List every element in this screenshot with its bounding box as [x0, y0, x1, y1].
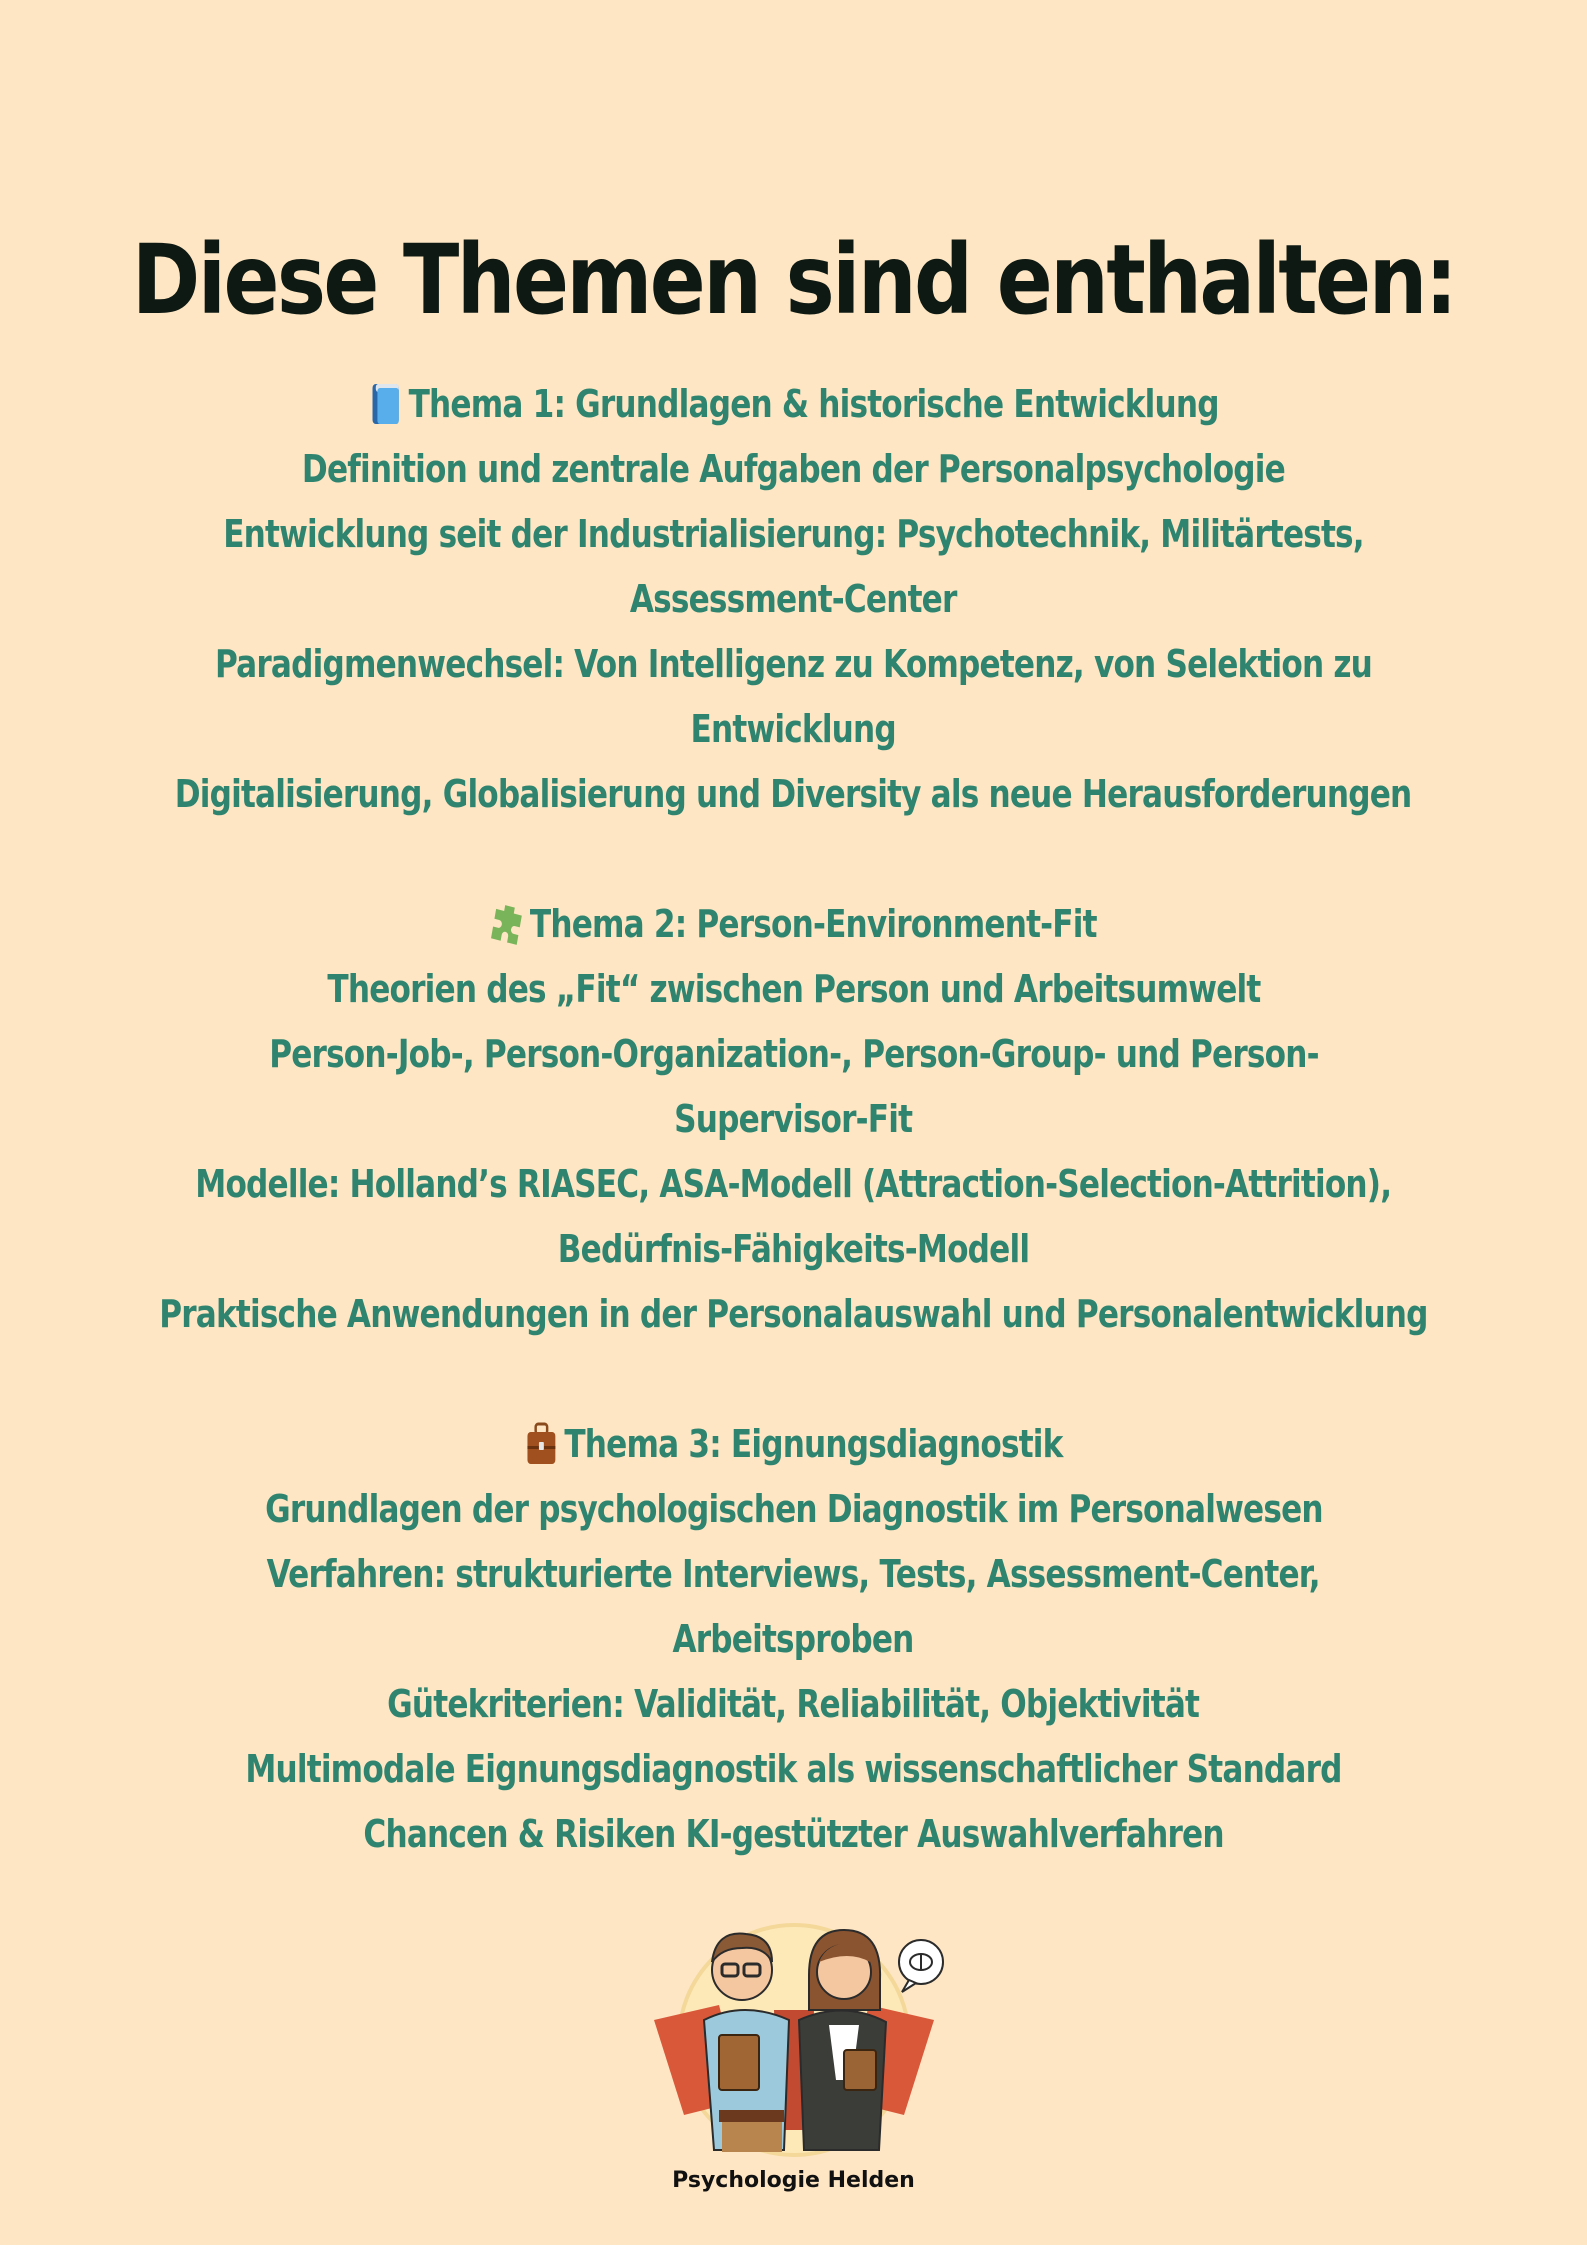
- section-thema-1: [0, 372, 1587, 827]
- section-line: Definition und zentrale Aufgaben der Personalpsychologie: [301, 447, 1286, 491]
- section-line: Gütekriterien: Validität, Reliabilität, Objektivität: [387, 1682, 1200, 1726]
- logo-caption: Psychologie Helden: [672, 2168, 915, 2193]
- superhero-psychologists-illustration: [624, 1900, 964, 2160]
- section-line: Multimodale Eignungsdiagnostik als wissenschaftlicher Standard: [245, 1747, 1342, 1791]
- puzzle-piece-icon: [490, 901, 523, 945]
- section-heading-text: Thema 3: Eignungsdiagnostik: [564, 1422, 1063, 1466]
- section-thema-2: [0, 892, 1587, 1347]
- section-heading: [0, 892, 1587, 957]
- section-line: Entwicklung: [690, 707, 897, 751]
- section-line: Assessment-Center: [630, 577, 957, 621]
- section-heading: [0, 372, 1587, 437]
- section-line: Digitalisierung, Globalisierung und Diversity als neue Herausforderungen: [175, 772, 1412, 816]
- section-line: Paradigmenwechsel: Von Intelligenz zu Kompetenz, von Selektion zu: [214, 642, 1373, 686]
- section-line: Theorien des „Fit“ zwischen Person und Arbeitsumwelt: [326, 967, 1261, 1011]
- section-line: Modelle: Holland’s RIASEC, ASA-Modell (Attraction-Selection-Attrition),: [195, 1162, 1392, 1206]
- section-line: Entwicklung seit der Industrialisierung: Psychotechnik, Militärtests,: [223, 512, 1364, 556]
- section-line: Person-Job-, Person-Organization-, Person-Group- und Person-: [268, 1032, 1319, 1076]
- section-line: Praktische Anwendungen in der Personalauswahl und Personalentwicklung: [159, 1292, 1428, 1336]
- section-thema-3: [0, 1412, 1587, 1867]
- page-title: Diese Themen sind enthalten:: [131, 224, 1456, 337]
- section-heading-text: Thema 2: Person-Environment-Fit: [529, 902, 1097, 946]
- section-line: Bedürfnis-Fähigkeits-Modell: [557, 1227, 1030, 1271]
- section-line: Grundlagen der psychologischen Diagnostik im Personalwesen: [264, 1487, 1323, 1531]
- section-line: Chancen & Risiken KI-gestützter Auswahlverfahren: [363, 1812, 1224, 1856]
- book-icon: [369, 381, 402, 425]
- section-line: Supervisor-Fit: [674, 1097, 913, 1141]
- section-heading: [0, 1412, 1587, 1477]
- section-heading-text: Thema 1: Grundlagen & historische Entwicklung: [408, 382, 1219, 426]
- section-line: Verfahren: strukturierte Interviews, Tests, Assessment-Center,: [266, 1552, 1321, 1596]
- section-line: Arbeitsproben: [672, 1617, 915, 1661]
- briefcase-icon: [525, 1421, 558, 1465]
